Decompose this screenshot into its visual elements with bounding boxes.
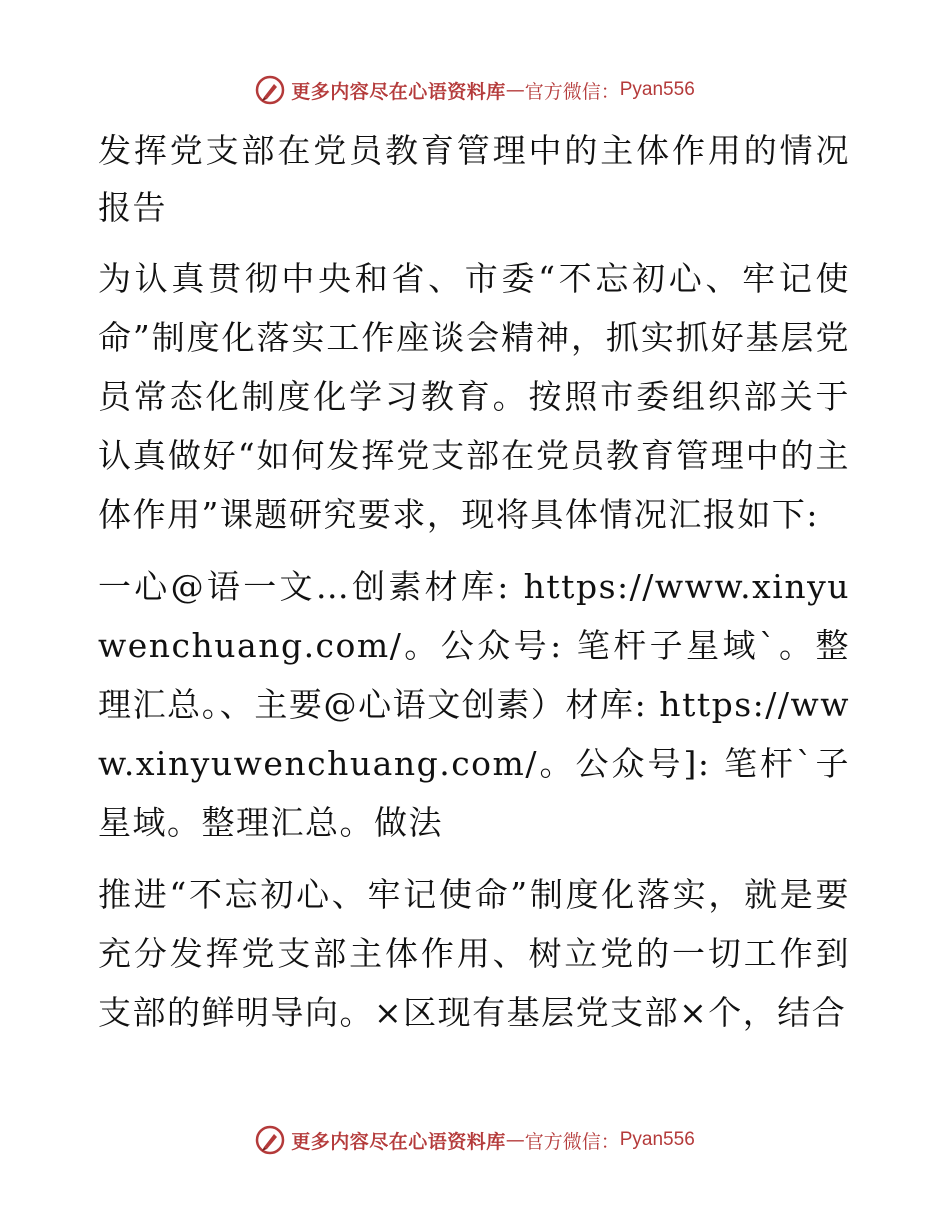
banner-wechat-id: Pyan556 <box>619 1129 695 1150</box>
document-body <box>98 122 850 1042</box>
banner-brand-text: 更多内容尽在心语资料库 <box>291 1130 506 1153</box>
banner-separator: — <box>505 79 525 101</box>
paragraph-intro: 为认真贯彻中央和省、市委“不忘初心、牢记使命”制度化落实工作座谈会精神，抓实抓好基层党员常态化制度化学习教育。按照市委组织部关于认真做好“如何发挥党支部在党员教育管理中的主体作用”课题研究要求，现将具体情况汇报如下: <box>98 259 850 534</box>
footer-banner <box>0 1120 950 1160</box>
banner-wechat-id: Pyan556 <box>619 79 695 100</box>
pen-logo-icon <box>255 1125 285 1155</box>
pen-logo-icon <box>255 75 285 105</box>
paragraph-watermarked: 一心@语一文…创素材库: https://www.xinyuwenchuang.com/。公众号: 笔杆子星域`。整理汇总。、主要@心语文创素）材库: https://www.xinyuwenchuang.com/。公众号]: 笔杆`子星域。整理汇总。做法 <box>98 567 850 842</box>
banner-wechat-label: 官方微信： <box>524 80 620 103</box>
banner-separator: — <box>505 1129 525 1151</box>
paragraph-practice: 推进“不忘初心、牢记使命”制度化落实，就是要充分发挥党支部主体作用、树立党的一切工作到支部的鲜明导向。×区现有基层党支部×个，结合 <box>98 875 850 1032</box>
header-banner <box>0 70 950 110</box>
document-title: 发挥党支部在党员教育管理中的主体作用的情况报告 <box>98 131 850 227</box>
banner-wechat-label: 官方微信： <box>524 1130 620 1153</box>
banner-brand-text: 更多内容尽在心语资料库 <box>291 80 506 103</box>
